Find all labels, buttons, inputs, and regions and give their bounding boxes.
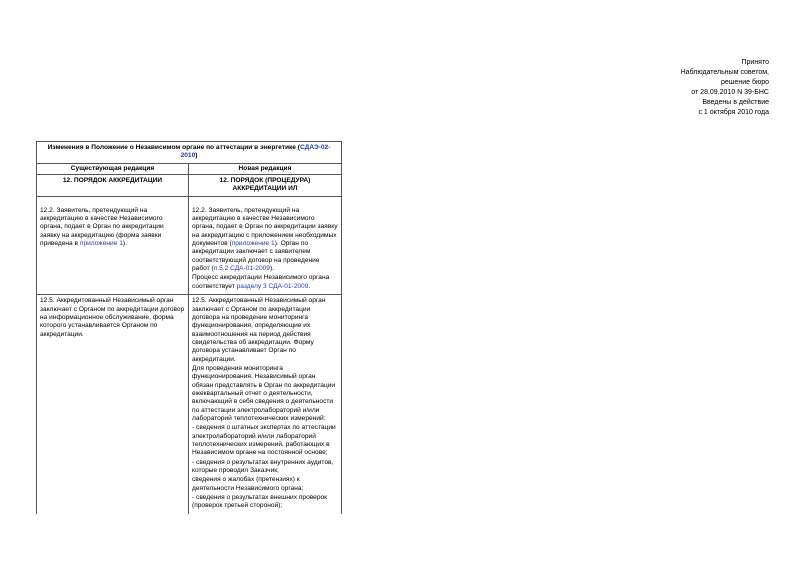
caption-text: Изменения в Положение о Независимом органе по аттестации в энергетике ( [47,144,300,151]
new-list-item: сведения о жалобах (претензиях) к деятельности Независимого органа; [192,476,304,492]
new-monitoring-paragraph: Для проведения мониторинга функционирования, Независимый орган обязан представлять в Орган по аккредитации ежеквартальный отчет о деятельности, включающий в себя сведения о деятельности по аттестации электролабораторий и/или лабораторий теплотехнических измерений: [192,364,336,422]
new-paragraph-12-2 [192,207,338,274]
new-12-2-text-c: ). [269,265,274,273]
section-title-old: 12. ПОРЯДОК АККРЕДИТАЦИИ [37,175,189,197]
new-list-item: - сведения о штатных экспертах по аттестации электролабораторий и/или лабораторий теплотехнических измерений, работающих в Независимом органе на постоянной основе; [192,424,336,457]
new-12-2-text-b: ). Орган по аккредитации заключает с заявителем соответствующий договор на проведение работ ( [192,240,320,273]
new-process-paragraph [192,274,338,291]
new-paragraph-12-5-cell [189,295,342,514]
new-process-end: . [308,282,311,290]
sda-5-2-link[interactable]: п.5.2 СДА-01-2009 [213,265,270,273]
table-caption [37,142,342,164]
old-12-2-end: ). [122,240,127,248]
new-process-text: Процесс аккредитации Независимого органа соответствует [192,274,330,290]
new-paragraph-12-2-cell [189,196,342,294]
column-header-new: Новая редакция [189,163,342,174]
new-list-item: - сведения о результатах внешних проверок (проверок третьей стороной); [192,494,328,510]
approval-line: решение бюро [721,78,769,86]
caption-link[interactable]: СДАЭ-02-2010 [180,144,331,160]
old-paragraph-12-2 [40,207,185,249]
new-list-item: - сведения о результатах внутренних аудитов, которые проводил Заказчик; [192,458,334,475]
old-appendix-link[interactable]: приложение 1 [79,240,123,248]
old-paragraph-12-2-cell [37,196,189,294]
old-paragraph-12-5-cell [37,295,189,514]
approval-line: с 1 октября 2010 года [698,108,769,116]
old-12-2-text: 12.2. Заявитель, претендующий на аккредитацию в качестве Независимого органа, подает в Орган по аккредитации заявку на аккредитацию (форма заявки приведена в [40,206,164,248]
approval-line: Наблюдательным советом, [680,68,769,76]
new-paragraph-12-5: 12.5. Аккредитованный Независимый орган заключает с Органом по аккредитации договора на проведение мониторинга функционирования, определяющие их взаимоотношения на период действия свидетельства об аккредитации. Форму договора устанавливает Орган по аккредитации. [192,297,326,363]
section-title-new: 12. ПОРЯДОК (ПРОЦЕДУРА) АККРЕДИТАЦИИ ИЛ [189,175,342,197]
changes-table [36,141,342,514]
new-12-2-text-a: 12.2. Заявитель, претендующий на аккредитацию в качестве Независимого органа, подает в Орган по аккредитации заявку на аккредитацию с приложением необходимых документов ( [192,206,338,248]
caption-end: ) [195,152,198,160]
approval-line: Принято [741,59,769,66]
approval-line: Введены в действие [702,98,769,106]
old-paragraph-12-5: 12.5. Аккредитованный Независимый орган заключает с Органом по аккредитации договор на информационное обслуживание, форма которого устанавливается Органом по аккредитации. [40,297,185,338]
approval-line: от 28.09.2010 N 39-БНС [691,88,769,96]
sda-section-3-link[interactable]: разделу 3 СДА-01-2009 [236,282,309,290]
approval-block [681,58,769,117]
new-appendix-link[interactable]: приложение 1 [231,240,275,248]
column-header-old: Существующая редакция [37,163,189,174]
